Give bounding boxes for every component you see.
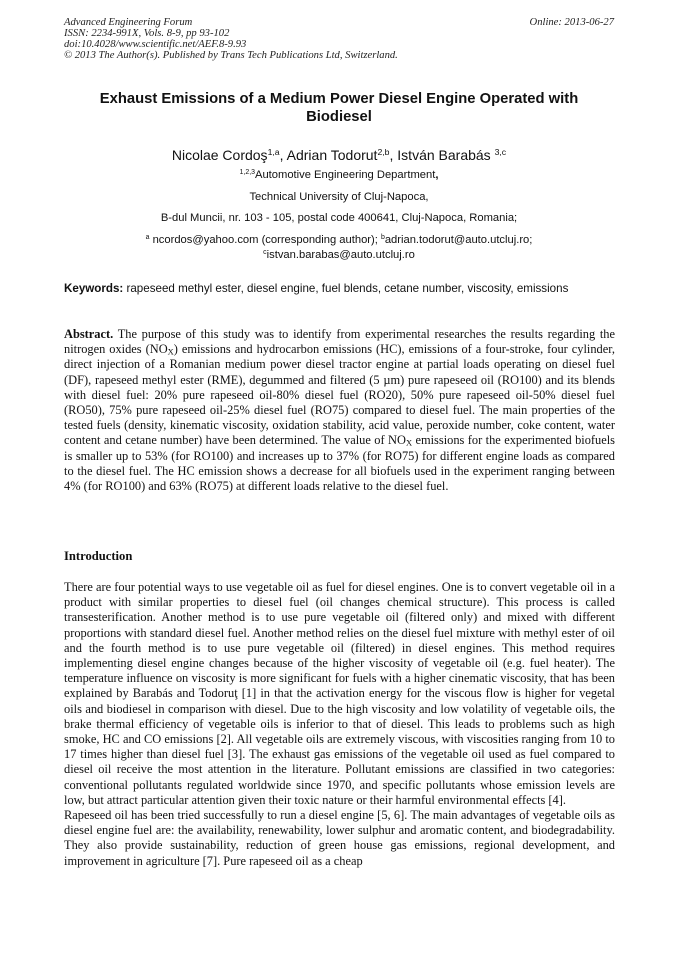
paper-title: Exhaust Emissions of a Medium Power Diesel Engine Operated with Biodiesel	[99, 91, 579, 125]
section-heading-introduction: Introduction	[64, 549, 133, 563]
abstract-subscript: X	[167, 346, 174, 357]
author-sep: ,	[279, 147, 287, 163]
department-comma: ,	[435, 169, 439, 181]
author-name: Nicolae Cordoş	[171, 147, 268, 163]
author-sep: ,	[389, 147, 398, 163]
paragraph: Rapeseed oil has been tried successfully to run a diesel engine [5, 6]. The main advantages of vegetable oils as diesel engine fuel are: the availability, renewability, lower sulphur and aromatic content, and biodegradability. They also provide sustainability, reduction of green house gas emissions, regional development, and improvement in agriculture [7]. Pure rapeseed oil as a cheap	[64, 808, 615, 868]
keywords-text: rapeseed methyl ester, diesel engine, fuel blends, cetane number, viscosity, emissions	[123, 282, 569, 295]
affiliation-sup: 1,2,3	[239, 169, 255, 177]
author-sup: 1,a	[267, 147, 280, 158]
abstract-label: Abstract.	[64, 327, 114, 341]
abstract-subscript: X	[405, 438, 413, 449]
paragraph: There are four potential ways to use vegetable oil as fuel for diesel engines. One is to convert vegetable oil in a product with similar properties to diesel fuel (oil changes chemical structure). This process is called transesterification. Another method is to use pure vegetable oil (filtered only) and mixed with different proportions with standard diesel fuel. Another method relies on the diesel fuel mixture with methyl ester of oil and the fourth method is to use pure vegetable oil (filtered) in diesel engines. This method requires implementing diesel engine changes because of the higher viscosity of vegetable oil (e.g. fuel heater). The temperature influence on viscosity is more significant for fuels with a higher cinematic viscosity, that has been explained by Barabás and Todoruţ [1] in that the activation energy for the viscous flow is higher for vegetal oils and biodiesel in comparison with diesel. Due to the high viscosity and low volatility of vegetable oils, the brake thermal efficiency of vegetable oils is inferior to that of diesel. This leads to problems such as high smoke, HC and CO emissions [2]. All vegetable oils are extremely viscous, with viscosities ranging from 10 to 17 times higher than diesel fuel [3]. The exhaust gas emissions of the vegetable oil used as fuel compared to diesel oil receive the most attention in the literature. Pollutant emissions are classified in two categories: conventional pollutants regulated worldwide since 1970, and specific pollutants whose emission levels are low, but attract particular attention given their toxic nature or their harmful environmental effects [4].	[64, 580, 615, 807]
email-a: ncordos@yahoo.com (corresponding author);	[149, 234, 381, 246]
email-line-2	[0, 248, 678, 262]
abstract	[64, 327, 615, 494]
abstract-text: emissions for the experimented biofuels is smaller up to 53% (for RO100) and increases up to 37% (for RO75) for different engine loads as compared to the diesel fuel. The HC emission shows a decrease for all biofuels used in the experiment ranging between 4% (for RO100) and 63% (RO75) at different loads relative to the diesel fuel.	[64, 433, 615, 494]
email-c: istvan.barabas@auto.utcluj.ro	[266, 249, 415, 261]
affiliation-address: B-dul Muncii, nr. 103 - 105, postal code 400641, Cluj-Napoca, Romania;	[160, 212, 518, 224]
email-line-1	[0, 233, 678, 247]
email-sup: b	[380, 234, 385, 242]
doi-line: doi:10.4028/www.scientific.net/AEF.8-9.93	[64, 39, 247, 50]
email-b: adrian.todorut@auto.utcluj.ro;	[384, 234, 533, 246]
keywords	[64, 282, 624, 296]
issn-line: ISSN: 2234-991X, Vols. 8-9, pp 93-102	[64, 28, 230, 39]
abstract-text: ) emissions and hydrocarbon emissions (HC), emissions of a four-stroke, four cylinder, direct injection of a Romanian medium power diesel tractor engine at partial loads operating on diesel fuel (DF), rapeseed methyl ester (RME), degummed and filtered (5 µm) pure rapeseed oil (RO100) and its blends with diesel fuel: 20% pure rapeseed oil-80% diesel fuel (RO20), 50% pure rapeseed oil-50% diesel fuel (RO50), 75% pure rapeseed oil-25% diesel fuel (RO75) compared to diesel fuel. The main properties of the tested fuels (density, kinematic viscosity, oxidation stability, acid value, peroxide number, coke content, water content and cetane number) have been determined. The value of NO	[64, 342, 615, 448]
journal-header	[64, 17, 398, 61]
introduction-body	[64, 580, 615, 869]
author-name: Adrian Todorut	[286, 147, 378, 163]
keywords-label: Keywords:	[64, 282, 124, 295]
copyright-line: © 2013 The Author(s). Published by Trans Tech Publications Ltd, Switzerland.	[64, 50, 398, 61]
journal-name: Advanced Engineering Forum	[64, 17, 193, 28]
author-list	[0, 146, 678, 164]
affiliation-department	[0, 168, 678, 182]
affiliation-university: Technical University of Cluj-Napoca,	[249, 191, 429, 203]
abstract-text: The purpose of this study was to identify from experimental researches the results regarding the nitrogen oxides (NO	[64, 327, 615, 357]
author-sup: 3,c	[494, 147, 507, 158]
department: Automotive Engineering Department	[254, 169, 436, 181]
author-name: István Barabás	[397, 147, 495, 163]
email-sup: a	[145, 234, 150, 242]
email-sup: c	[263, 249, 267, 257]
online-date: Online: 2013-06-27	[529, 17, 614, 28]
author-sup: 2,b	[377, 147, 390, 158]
